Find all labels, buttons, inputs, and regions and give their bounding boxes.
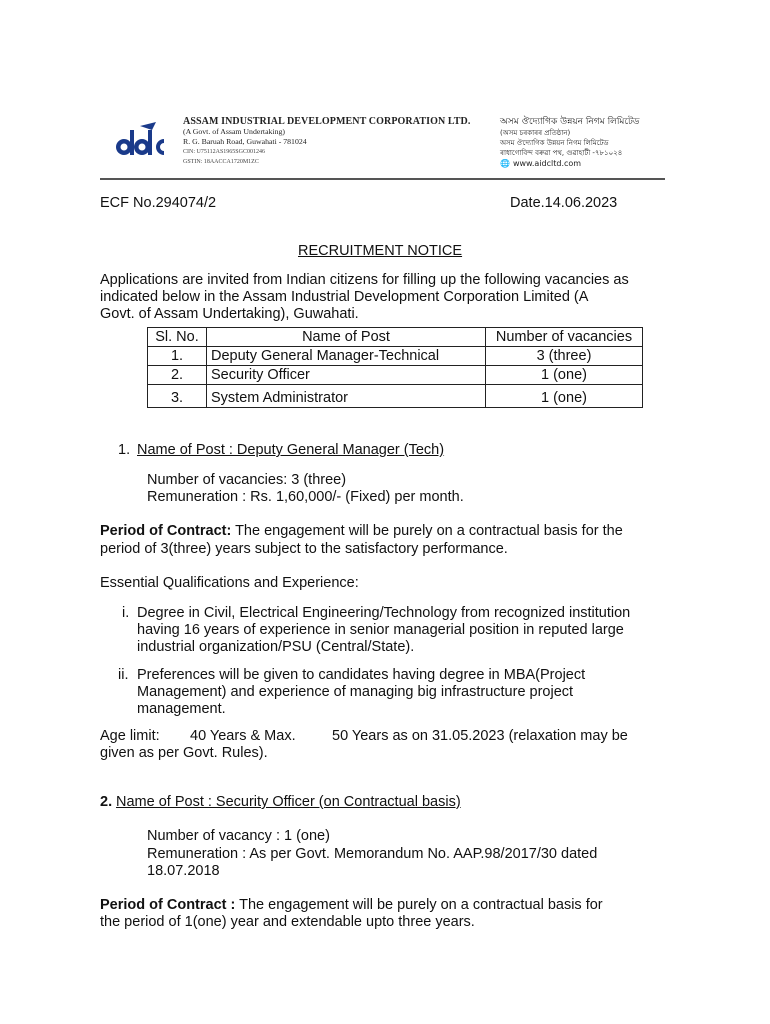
- assamese-name: অসম ঔদ্যোগিক উন্নয়ন নিগম লিমিটেড: [500, 117, 640, 127]
- table-row: [148, 366, 643, 385]
- post-2-contract-line-1: [100, 897, 603, 914]
- post-1-vacancies: Number of vacancies: 3 (three): [147, 472, 347, 488]
- row-1-post: Deputy General Manager-Technical: [207, 347, 486, 366]
- post-1-number: 1.: [118, 442, 131, 458]
- row-1-vacancies: 3 (three): [486, 347, 643, 366]
- post-2-number: 2.: [100, 794, 113, 810]
- post-2-heading: Name of Post : Security Officer (on Contractual basis): [116, 794, 461, 810]
- company-subtitle: (A Govt. of Assam Undertaking): [183, 127, 285, 136]
- post-2-vacancy: Number of vacancy : 1 (one): [147, 828, 330, 844]
- company-cin: CIN: U75112AS1965SGC001246: [183, 149, 265, 155]
- page-title: RECRUITMENT NOTICE: [298, 243, 463, 259]
- qualification-2-line-1: Preferences will be given to candidates having degree in MBA(Project: [137, 667, 586, 683]
- company-address: R. G. Baruah Road, Guwahati - 781024: [183, 137, 307, 146]
- row-2-vacancies: 1 (one): [486, 366, 643, 385]
- table-row: [148, 385, 643, 408]
- post-2-contract-line-2: the period of 1(one) year and extendable upto three years.: [100, 914, 475, 930]
- qualification-1-number: i.: [122, 605, 130, 621]
- post-1-contract-line-1: [100, 523, 623, 540]
- qualification-1-line-1: Degree in Civil, Electrical Engineering/Technology from recognized institution: [137, 605, 631, 621]
- company-name: ASSAM INDUSTRIAL DEVELOPMENT CORPORATION LTD.: [183, 116, 471, 127]
- notice-date: Date.14.06.2023: [510, 195, 618, 211]
- row-2-sl: 2.: [148, 366, 207, 385]
- qualification-2-number: ii.: [118, 667, 129, 683]
- qualification-2-line-2: Management) and experience of managing big infrastructure project: [137, 684, 574, 700]
- age-limit-label: Age limit:: [100, 728, 160, 744]
- post-2-contract-text: The engagement will be purely on a contractual basis for: [235, 897, 603, 913]
- post-1-heading: Name of Post : Deputy General Manager (Tech): [137, 442, 445, 458]
- post-1-contract-text: The engagement will be purely on a contractual basis for the: [231, 523, 623, 539]
- reference-number: ECF No.294074/2: [100, 195, 217, 211]
- post-2-contract-label: Period of Contract :: [100, 897, 236, 913]
- row-3-post: System Administrator: [207, 385, 486, 408]
- post-1-qualifications-heading: Essential Qualifications and Experience:: [100, 575, 359, 591]
- post-1-contract-label: Period of Contract:: [100, 523, 232, 539]
- website-line: [500, 158, 670, 169]
- post-2-remuneration-line-2: 18.07.2018: [147, 863, 220, 879]
- letterhead-divider: [100, 178, 665, 180]
- assamese-subtitle: (অসম চৰকাৰৰ প্ৰতিষ্ঠান): [500, 129, 571, 137]
- table-header-row: [148, 328, 643, 347]
- row-1-sl: 1.: [148, 347, 207, 366]
- row-3-sl: 3.: [148, 385, 207, 408]
- qualification-2-line-3: management.: [137, 701, 226, 717]
- aidc-logo-icon: [114, 122, 174, 162]
- post-1-contract-line-2: period of 3(three) years subject to the satisfactory performance.: [100, 541, 508, 557]
- globe-icon: 🌐: [500, 159, 510, 168]
- qualification-1-line-2: having 16 years of experience in senior managerial position in reputed large: [137, 622, 624, 638]
- age-limit-max: 50 Years as on 31.05.2023 (relaxation may be: [332, 728, 628, 744]
- company-gstin: GSTIN: 18AACCA1720M1ZC: [183, 159, 259, 165]
- row-3-vacancies: 1 (one): [486, 385, 643, 408]
- letterhead-english: [183, 116, 483, 167]
- intro-line-2: indicated below in the Assam Industrial Development Corporation Limited (A: [100, 289, 589, 305]
- age-limit-note: given as per Govt. Rules).: [100, 745, 268, 761]
- header-post-name: Name of Post: [207, 328, 486, 347]
- letterhead-assamese: [500, 116, 670, 169]
- header-sl-no: Sl. No.: [148, 328, 207, 347]
- assamese-address: ৰাধাগোবিন্দ বৰুৱা পথ, গুৱাহাটী -৭৮১০২৪: [500, 149, 623, 157]
- post-1-remuneration: Remuneration : Rs. 1,60,000/- (Fixed) per month.: [147, 489, 464, 505]
- qualification-1-line-3: industrial organization/PSU (Central/State).: [137, 639, 415, 655]
- table-row: [148, 347, 643, 366]
- intro-line-3: Govt. of Assam Undertaking), Guwahati.: [100, 306, 359, 322]
- header-vacancies: Number of vacancies: [486, 328, 643, 347]
- assamese-name-2: অসম ঔদ্যোগিক উন্নয়ন নিগম লিমিটেড: [500, 139, 609, 147]
- row-2-post: Security Officer: [207, 366, 486, 385]
- website-link[interactable]: www.aidcltd.com: [512, 159, 582, 168]
- post-2-remuneration-line-1: Remuneration : As per Govt. Memorandum No. AAP.98/2017/30 dated: [147, 846, 598, 862]
- age-limit-min: 40 Years & Max.: [190, 728, 296, 744]
- vacancy-table: [147, 327, 643, 408]
- intro-line-1: Applications are invited from Indian citizens for filling up the following vacancies as: [100, 272, 629, 288]
